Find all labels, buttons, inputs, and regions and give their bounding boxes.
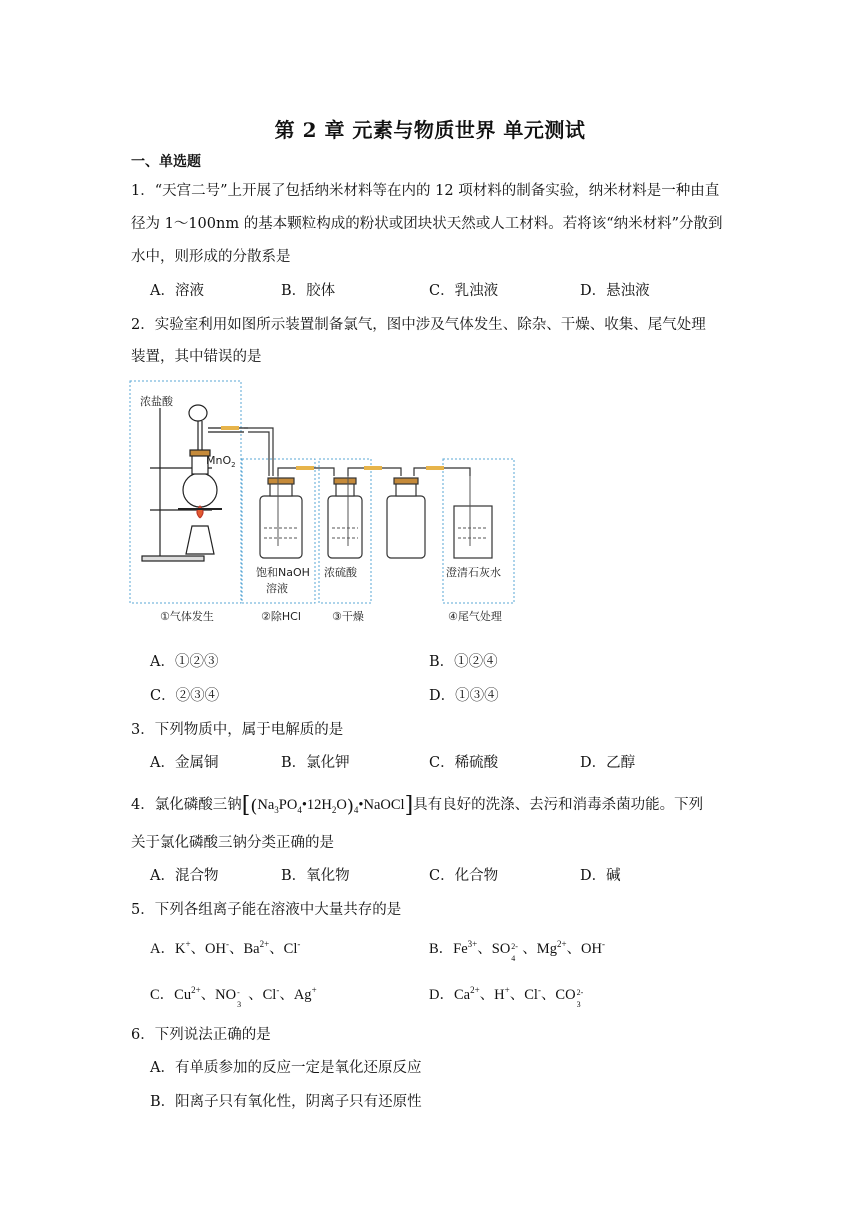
q2-option-c[interactable]: C．②③④ xyxy=(150,688,220,704)
caption-4: ④尾气处理 xyxy=(448,610,502,623)
q4-option-b[interactable]: B．氧化物 xyxy=(281,868,350,884)
caption-1: ①气体发生 xyxy=(160,610,214,623)
q2-option-a[interactable]: A．①②③ xyxy=(150,654,219,670)
q6-option-b[interactable]: B．阳离子只有氧化性，阴离子只有还原性 xyxy=(150,1094,422,1110)
label-mno2: MnO$_2$ xyxy=(206,454,236,469)
label-limewater: 澄清石灰水 xyxy=(446,566,501,579)
q3-option-d[interactable]: D．乙醇 xyxy=(580,755,636,771)
q4-formula: $[(Na_3PO_4•12H_2O)_4•NaOCl]$ xyxy=(241,793,414,818)
q3-option-a[interactable]: A．金属铜 xyxy=(150,755,219,771)
q4-line-2: 关于氯化磷酸三钠分类正确的是 xyxy=(131,835,334,851)
q4-suffix: 具有良好的洗涤、去污和消毒杀菌功能。下列 xyxy=(413,797,704,813)
label-naoh: 饱和NaOH xyxy=(256,566,310,579)
q1-line-2: 径为 1～100nm 的基本颗粒构成的粉状或团块状天然或人工材料。若将该“纳米材料”分散到 xyxy=(131,216,723,232)
q3-option-c[interactable]: C．稀硫酸 xyxy=(429,755,499,771)
q2-line-1: 2．实验室利用如图所示装置制备氯气，图中涉及气体发生、除杂、干燥、收集、尾气处理 xyxy=(131,317,706,333)
q1-line-1: 1．“天宫二号”上开展了包括纳米材料等在内的 12 项材料的制备实验，纳米材料是一种由直 xyxy=(131,183,720,199)
q4-line-1 xyxy=(131,795,703,817)
label-conc-hcl: 浓盐酸 xyxy=(140,395,173,408)
q4-prefix: 4．氯化磷酸三钠 xyxy=(131,797,242,813)
q4-option-a[interactable]: A．混合物 xyxy=(150,868,219,884)
q5-option-a[interactable]: A．K+、OH-、$Ba^{2+}$、Cl- xyxy=(150,939,301,957)
q4-option-c[interactable]: C．化合物 xyxy=(429,868,499,884)
q2-line-2: 装置，其中错误的是 xyxy=(131,349,262,365)
q6-option-a[interactable]: A．有单质参加的反应一定是氧化还原反应 xyxy=(150,1060,422,1076)
q1-option-b[interactable]: B．胶体 xyxy=(281,283,336,299)
q5-line: 5．下列各组离子能在溶液中大量共存的是 xyxy=(131,902,402,918)
q3-line: 3．下列物质中，属于电解质的是 xyxy=(131,722,344,738)
q2-option-d[interactable]: D．①③④ xyxy=(429,688,499,704)
apparatus-figure xyxy=(128,378,520,630)
q5-option-d[interactable]: D．$Ca^{2+}$、H+、Cl-、CO 2- 3 xyxy=(429,985,584,1009)
q3-option-b[interactable]: B．氯化钾 xyxy=(281,755,350,771)
label-solution: 溶液 xyxy=(266,582,288,595)
q1-option-c[interactable]: C．乳浊液 xyxy=(429,283,499,299)
page-title: 第 2 章 元素与物质世界 单元测试 xyxy=(274,118,586,142)
q1-option-a[interactable]: A．溶液 xyxy=(150,283,204,299)
label-sulfuric: 浓硫酸 xyxy=(324,566,357,579)
q6-line: 6．下列说法正确的是 xyxy=(131,1027,271,1043)
q2-option-b[interactable]: B．①②④ xyxy=(429,654,498,670)
q1-line-3: 水中，则形成的分散系是 xyxy=(131,249,291,265)
q4-option-d[interactable]: D．碱 xyxy=(580,868,621,884)
q5-option-c[interactable]: C．$Cu^{2+}$、NO - 3 、Cl-、Ag+ xyxy=(150,985,317,1009)
section-heading: 一、单选题 xyxy=(131,154,201,170)
caption-3: ③干燥 xyxy=(332,610,364,623)
caption-2: ②除HCl xyxy=(261,610,301,623)
q1-option-d[interactable]: D．悬浊液 xyxy=(580,283,650,299)
q5-option-b[interactable]: B．$Fe^{3+}$、SO 2- 4 、$Mg^{2+}$、OH- xyxy=(429,939,605,963)
